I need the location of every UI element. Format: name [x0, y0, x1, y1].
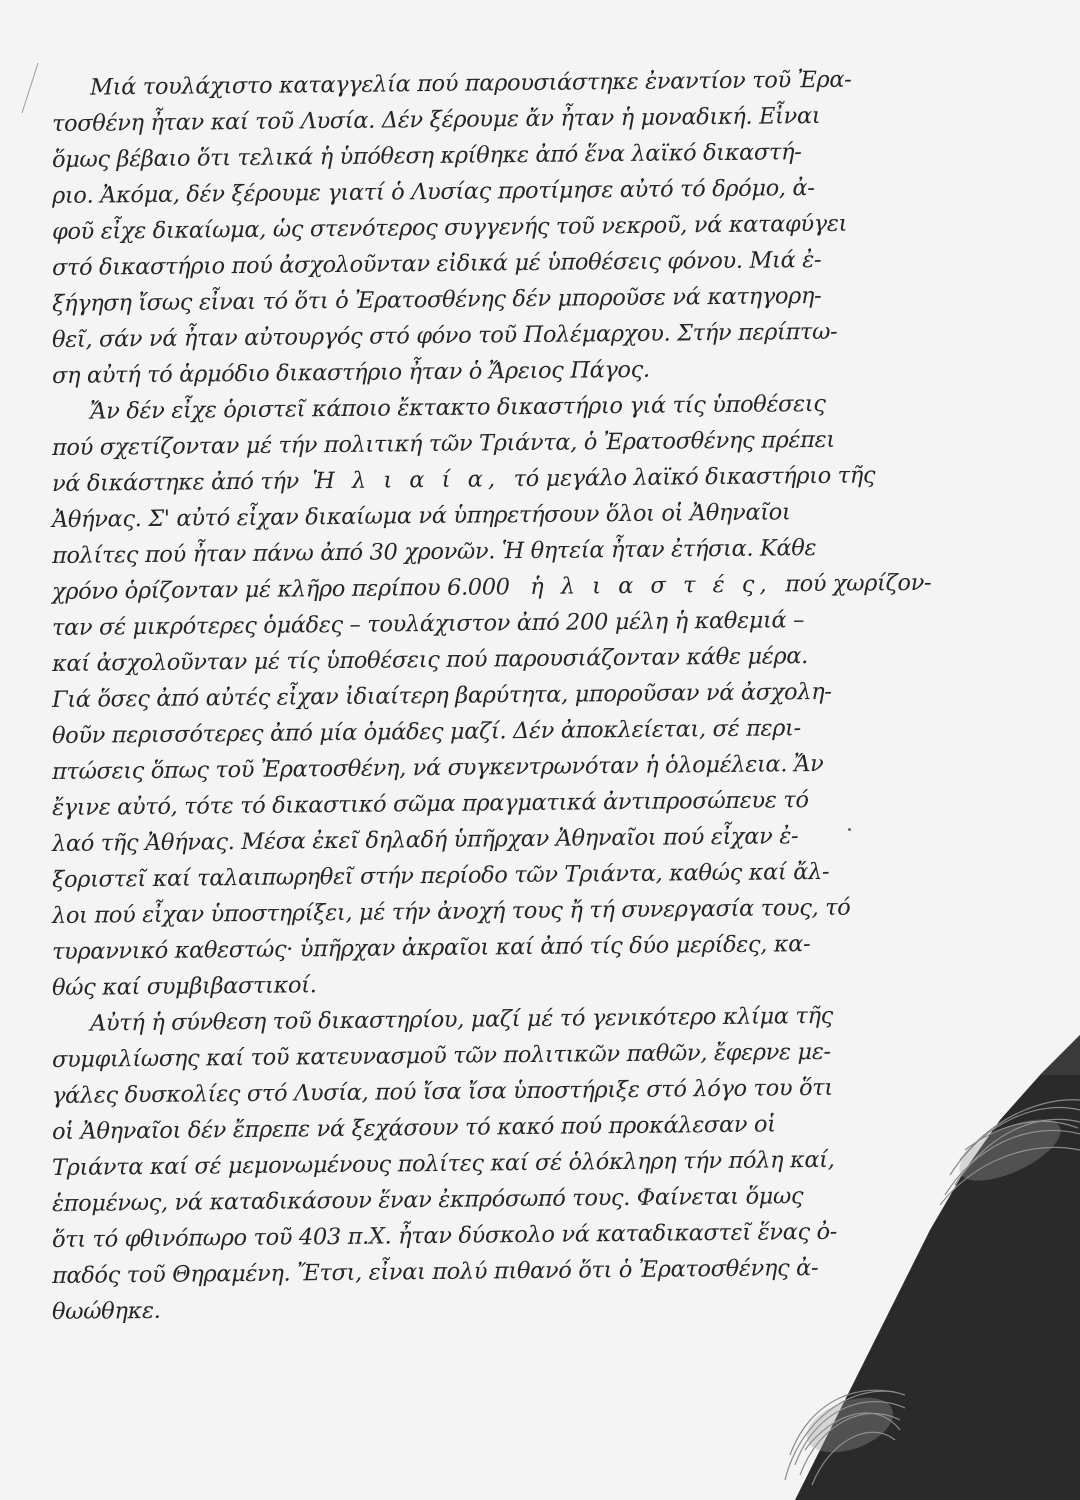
page-text — [51, 66, 932, 1330]
text-line: λαό τῆς Ἀθήνας. Μέσα ἐκεῖ δηλαδή ὑπῆρχαν Ἀθηναῖοι πού εἶχαν ἐ- — [51, 823, 799, 857]
spaced-term-heliastes: ἡ λ ι α σ τ έ ς, — [529, 571, 772, 600]
text-line: ταν σέ μικρότερες ὁμάδες – τουλάχιστον ἀπό 200 μέλη ἡ καθεμιά – — [51, 607, 805, 641]
text-line: ξήγηση ἴσως εἶναι τό ὅτι ὁ Ἐρατοσθένης δέν μποροῦσε νά κατηγορη- — [51, 282, 822, 317]
text-segment: χρόνο ὁρίζονταν μέ κλῆρο περίπου 6.000 — [51, 574, 510, 605]
text-line: Τριάντα καί σέ μεμονωμένους πολίτες καί σέ ὁλόκληρη τήν πόλη καί, — [51, 1146, 835, 1181]
text-line: τοσθένη ἦταν καί τοῦ Λυσία. Δέν ξέρουμε ἄν ἦταν ἡ μοναδική. Εἶναι — [51, 102, 821, 137]
text-line: ὅμως βέβαιο ὅτι τελικά ἡ ὑπόθεση κρίθηκε ἀπό ἕνα λαϊκό δικαστή- — [51, 139, 802, 173]
text-line: γάλες δυσκολίες στό Λυσία, πού ἴσα ἴσα ὑποστήριξε στό λόγο του ὅτι — [51, 1074, 833, 1109]
text-line: τυραννικό καθεστώς· ὑπῆρχαν ἀκραῖοι καί ἀπό τίς δύο μερίδες, κα- — [51, 931, 811, 965]
text-segment: νά δικάστηκε ἀπό τήν — [51, 468, 300, 497]
text-line: ση αὐτή τό ἁρμόδιο δικαστήριο ἦταν ὁ Ἄρειος Πάγος. — [51, 356, 650, 389]
text-line: Γιά ὅσες ἀπό αὐτές εἶχαν ἰδιαίτερη βαρύτητα, μποροῦσαν νά ἀσχολη- — [51, 678, 832, 713]
margin-pen-mark — [20, 58, 50, 118]
text-line: ξοριστεῖ καί ταλαιπωρηθεῖ στήν περίοδο τῶν Τριάντα, καθώς καί ἄλ- — [51, 858, 830, 893]
text-line: Ἄν δέν εἶχε ὁριστεῖ κάποιο ἔκτακτο δικαστήριο γιά τίς ὑποθέσεις — [89, 390, 826, 425]
text-line: πού σχετίζονταν μέ τήν πολιτική τῶν Τριάντα, ὁ Ἐρατοσθένης πρέπει — [51, 426, 835, 461]
text-line: πολίτες πού ἦταν πάνω ἀπό 30 χρονῶν. Ἡ θητεία ἦταν ἐτήσια. Κάθε — [51, 534, 817, 569]
text-line: ὅτι τό φθινόπωρο τοῦ 403 π.Χ. ἦταν δύσκολο νά καταδικαστεῖ ἕνας ὀ- — [51, 1218, 838, 1253]
text-line: πτώσεις ὅπως τοῦ Ἐρατοσθένη, νά συγκεντρωνόταν ἡ ὁλομέλεια. Ἄν — [51, 750, 824, 785]
text-line: στό δικαστήριο πού ἀσχολοῦνταν εἰδικά μέ ὑποθέσεις φόνου. Μιά ἐ- — [51, 246, 822, 281]
text-line: Μιά τουλάχιστο καταγγελία πού παρουσιάστηκε ἐναντίον τοῦ Ἐρα- — [89, 66, 852, 101]
text-line: ἑπομένως, νά καταδικάσουν ἕναν ἐκπρόσωπό τους. Φαίνεται ὅμως — [51, 1183, 804, 1217]
text-segment: πού χωρίζον- — [785, 569, 932, 598]
text-line: συμφιλίωσης καί τοῦ κατευνασμοῦ τῶν πολιτικῶν παθῶν, ἔφερνε με- — [51, 1038, 831, 1073]
text-line: θώς καί συμβιβαστικοί. — [51, 972, 317, 1001]
text-line: καί ἀσχολοῦνταν μέ τίς ὑποθέσεις πού παρουσιάζονταν κάθε μέρα. — [51, 643, 809, 677]
text-line: θοῦν περισσότερες ἀπό μία ὁμάδες μαζί. Δέν ἀποκλείεται, σέ περι- — [51, 715, 801, 749]
text-line: λοι πού εἶχαν ὑποστηρίξει, μέ τήν ἀνοχή τους ἤ τή συνεργασία τους, τό — [51, 894, 851, 929]
spaced-term-heliaia: Ἡ λ ι α ί α, — [312, 466, 501, 495]
text-line: θωώθηκε. — [51, 1297, 161, 1325]
text-line: Ἀθήνας. Σ' αὐτό εἶχαν δικαίωμα νά ὑπηρετήσουν ὅλοι οἱ Ἀθηναῖοι — [51, 499, 791, 533]
text-line: φοῦ εἶχε δικαίωμα, ὡς στενότερος συγγενής τοῦ νεκροῦ, νά καταφύγει — [51, 210, 848, 245]
text-line: ριο. Ἀκόμα, δέν ξέρουμε γιατί ὁ Λυσίας προτίμησε αὐτό τό δρόμο, ἀ- — [51, 175, 815, 209]
stray-dot — [848, 828, 851, 831]
text-line: οἱ Ἀθηναῖοι δέν ἔπρεπε νά ξεχάσουν τό κακό πού προκάλεσαν οἱ — [51, 1111, 776, 1145]
text-line: Αὐτή ἡ σύνθεση τοῦ δικαστηρίου, μαζί μέ τό γενικότερο κλίμα τῆς — [89, 1002, 834, 1037]
text-line: θεῖ, σάν νά ἦταν αὐτουργός στό φόνο τοῦ Πολέμαρχου. Στήν περίπτω- — [51, 318, 838, 353]
text-line: ἔγινε αὐτό, τότε τό δικαστικό σῶμα πραγματικά ἀντιπροσώπευε τό — [51, 787, 809, 821]
text-line: παδός τοῦ Θηραμένη. Ἔτσι, εἶναι πολύ πιθανό ὅτι ὁ Ἐρατοσθένης ἀ- — [51, 1254, 819, 1289]
text-segment: τό μεγάλο λαϊκό δικαστήριο τῆς — [513, 462, 876, 493]
